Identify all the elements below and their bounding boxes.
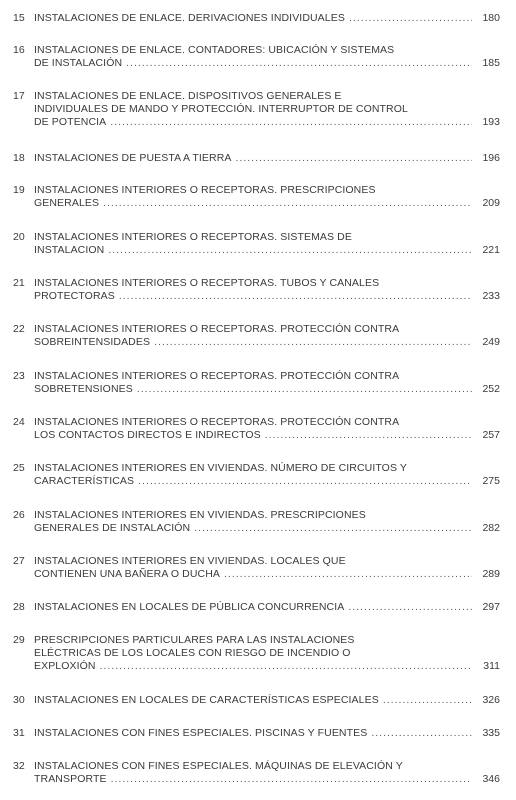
page-number: 335 <box>482 727 500 739</box>
dot-leader <box>100 660 472 673</box>
chapter-number: 21 <box>13 277 25 289</box>
page-number: 346 <box>482 773 500 785</box>
chapter-title <box>34 323 472 349</box>
chapter-title-line: LOS CONTACTOS DIRECTOS E INDIRECTOS <box>34 429 261 441</box>
dot-leader <box>111 773 472 786</box>
chapter-title <box>34 44 472 70</box>
chapter-title-line: INSTALACIONES INTERIORES O RECEPTORAS. TUBOS Y CANALES <box>34 277 380 289</box>
dot-leader <box>349 12 472 25</box>
chapter-title-line: DE POTENCIA <box>34 116 107 128</box>
chapter-title <box>34 509 472 535</box>
dot-leader <box>154 336 472 349</box>
page-number: 289 <box>482 568 500 580</box>
chapter-number: 31 <box>13 727 25 739</box>
chapter-title-line: INSTALACIONES INTERIORES O RECEPTORAS. PROTECCIÓN CONTRA <box>34 416 400 428</box>
chapter-title-line: PROTECTORAS <box>34 290 115 302</box>
page-number: 257 <box>482 429 500 441</box>
chapter-title <box>34 277 472 303</box>
chapter-title <box>34 370 472 396</box>
chapter-title-line: INSTALACIONES DE ENLACE. DISPOSITIVOS GENERALES E <box>34 90 342 102</box>
chapter-title <box>34 634 472 673</box>
chapter-number: 19 <box>13 184 25 196</box>
chapter-title-line: INSTALACIONES INTERIORES O RECEPTORAS. PROTECCIÓN CONTRA <box>34 323 400 335</box>
chapter-title-line: INSTALACIONES INTERIORES O RECEPTORAS. SISTEMAS DE <box>34 231 352 243</box>
chapter-title-line: INSTALACIONES DE ENLACE. CONTADORES: UBICACIÓN Y SISTEMAS <box>34 44 395 56</box>
chapter-title <box>34 184 472 210</box>
chapter-title-line: PRESCRIPCIONES PARTICULARES PARA LAS INSTALACIONES <box>34 634 355 646</box>
page-number: 221 <box>482 244 500 256</box>
chapter-title-line: INSTALACION <box>34 244 105 256</box>
chapter-title <box>34 231 472 257</box>
dot-leader <box>103 197 472 210</box>
chapter-number: 26 <box>13 509 25 521</box>
chapter-number: 24 <box>13 416 25 428</box>
page-number: 326 <box>482 694 500 706</box>
chapter-title-line: EXPLOXIÓN <box>34 660 96 672</box>
chapter-number: 27 <box>13 555 25 567</box>
chapter-title-line: INSTALACIONES INTERIORES O RECEPTORAS. PROTECCIÓN CONTRA <box>34 370 400 382</box>
page-number: 249 <box>482 336 500 348</box>
chapter-title <box>34 152 472 165</box>
chapter-title-line: TRANSPORTE <box>34 773 107 785</box>
chapter-title <box>34 555 472 581</box>
page-number: 297 <box>482 601 500 613</box>
chapter-title-line: INDIVIDUALES DE MANDO Y PROTECCIÓN. INTERRUPTOR DE CONTROL <box>34 103 408 115</box>
chapter-title-line: CARACTERÍSTICAS <box>34 475 135 487</box>
chapter-title-line: INSTALACIONES INTERIORES EN VIVIENDAS. LOCALES QUE <box>34 555 346 567</box>
chapter-title-line: INSTALACIONES INTERIORES EN VIVIENDAS. NÚMERO DE CIRCUITOS Y <box>34 462 407 474</box>
chapter-title-line: INSTALACIONES INTERIORES EN VIVIENDAS. PRESCRIPCIONES <box>34 509 366 521</box>
chapter-title <box>34 694 472 707</box>
dot-leader <box>265 429 472 442</box>
chapter-number: 15 <box>13 12 25 24</box>
chapter-title-line: INSTALACIONES DE PUESTA A TIERRA <box>34 152 232 164</box>
chapter-title-line: INSTALACIONES EN LOCALES DE CARACTERÍSTICAS ESPECIALES <box>34 694 379 706</box>
dot-leader <box>348 601 472 614</box>
chapter-title-line: DE INSTALACIÓN <box>34 57 123 69</box>
chapter-number: 29 <box>13 634 25 646</box>
chapter-title-line: SOBREINTENSIDADES <box>34 336 151 348</box>
chapter-title-line: SOBRETENSIONES <box>34 383 133 395</box>
chapter-number: 16 <box>13 44 25 56</box>
chapter-number: 30 <box>13 694 25 706</box>
chapter-title <box>34 12 472 25</box>
dot-leader <box>138 475 472 488</box>
chapter-number: 20 <box>13 231 25 243</box>
dot-leader <box>137 383 472 396</box>
page-number: 209 <box>482 197 500 209</box>
chapter-number: 17 <box>13 90 25 102</box>
page-number: 196 <box>482 152 500 164</box>
dot-leader <box>383 694 472 707</box>
chapter-title <box>34 760 472 786</box>
chapter-number: 32 <box>13 760 25 772</box>
chapter-number: 25 <box>13 462 25 474</box>
chapter-title-line: INSTALACIONES CON FINES ESPECIALES. PISCINAS Y FUENTES <box>34 727 368 739</box>
chapter-title-line: GENERALES DE INSTALACIÓN <box>34 522 191 534</box>
page-number: 282 <box>482 522 500 534</box>
page-number: 193 <box>482 116 500 128</box>
chapter-title <box>34 90 472 129</box>
dot-leader <box>236 152 472 165</box>
chapter-title <box>34 601 472 614</box>
dot-leader <box>110 116 472 129</box>
dot-leader <box>224 568 472 581</box>
chapter-title-line: CONTIENEN UNA BAÑERA O DUCHA <box>34 568 220 580</box>
chapter-title-line: INSTALACIONES INTERIORES O RECEPTORAS. PRESCRIPCIONES <box>34 184 376 196</box>
chapter-title-line: INSTALACIONES CON FINES ESPECIALES. MÁQUINAS DE ELEVACIÓN Y <box>34 760 403 772</box>
chapter-title <box>34 416 472 442</box>
chapter-title-line: INSTALACIONES DE ENLACE. DERIVACIONES INDIVIDUALES <box>34 12 345 24</box>
chapter-title-line: ELÉCTRICAS DE LOS LOCALES CON RIESGO DE INCENDIO O <box>34 647 351 659</box>
page-number: 275 <box>482 475 500 487</box>
chapter-number: 28 <box>13 601 25 613</box>
dot-leader <box>108 244 472 257</box>
page-number: 252 <box>482 383 500 395</box>
dot-leader <box>119 290 472 303</box>
page-number: 180 <box>482 12 500 24</box>
page-number: 233 <box>482 290 500 302</box>
chapter-title <box>34 727 472 740</box>
dot-leader <box>194 522 472 535</box>
page-number: 311 <box>483 660 500 672</box>
chapter-title <box>34 462 472 488</box>
dot-leader <box>126 57 472 70</box>
chapter-title-line: INSTALACIONES EN LOCALES DE PÚBLICA CONCURRENCIA <box>34 601 345 613</box>
page-number: 185 <box>482 57 500 69</box>
dot-leader <box>371 727 472 740</box>
chapter-number: 18 <box>13 152 25 164</box>
chapter-title-line: GENERALES <box>34 197 100 209</box>
chapter-number: 23 <box>13 370 25 382</box>
chapter-number: 22 <box>13 323 25 335</box>
